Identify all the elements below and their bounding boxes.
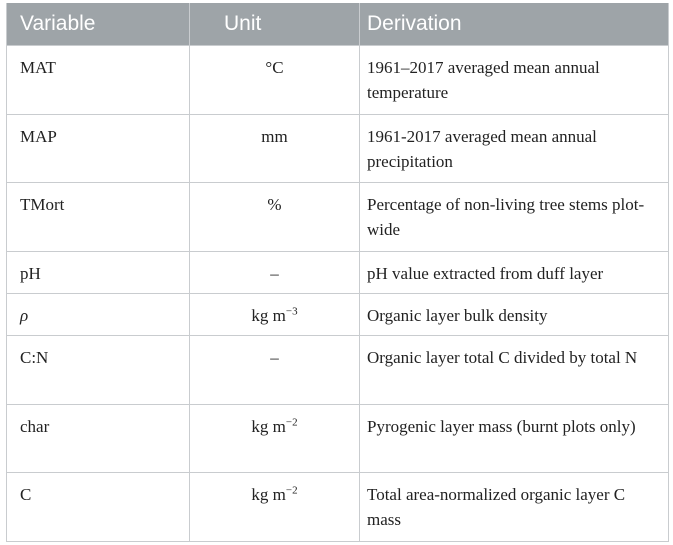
- unit-text: %: [267, 195, 282, 215]
- derivation-cell: Organic layer total C divided by total N: [360, 336, 669, 405]
- unit-exponent: −2: [285, 484, 298, 497]
- unit-exponent: −2: [285, 416, 298, 429]
- variable-cell: MAT: [7, 46, 190, 115]
- unit-text: mm: [261, 126, 288, 146]
- header-variable: Variable: [7, 3, 190, 46]
- table-row: [7, 114, 669, 183]
- derivation-cell: Pyrogenic layer mass (burnt plots only): [360, 404, 669, 473]
- table-row: [7, 251, 669, 293]
- variable-cell: TMort: [7, 183, 190, 252]
- unit-cell: [190, 473, 360, 542]
- variable-cell: C: [7, 473, 190, 542]
- variable-cell: MAP: [7, 114, 190, 183]
- variables-table: [6, 3, 669, 542]
- unit-cell: [190, 114, 360, 183]
- table-row: [7, 46, 669, 115]
- derivation-cell: pH value extracted from duff layer: [360, 251, 669, 293]
- unit-exponent: −3: [285, 305, 298, 318]
- variable-cell: ρ: [7, 293, 190, 335]
- unit-cell: [190, 404, 360, 473]
- variable-cell: pH: [7, 251, 190, 293]
- table-header: [7, 3, 669, 46]
- table-row: [7, 293, 669, 335]
- table-row: [7, 473, 669, 542]
- derivation-cell: 1961–2017 averaged mean annual temperature: [360, 46, 669, 115]
- derivation-cell: Organic layer bulk density: [360, 293, 669, 335]
- unit-text: °C: [265, 58, 284, 77]
- unit-cell: [190, 251, 360, 293]
- unit-text: –: [270, 263, 279, 283]
- unit-text: –: [270, 348, 279, 368]
- derivation-cell: Percentage of non-living tree stems plot-wide: [360, 183, 669, 252]
- derivation-cell: Total area-normalized organic layer C mass: [360, 473, 669, 542]
- variable-cell: char: [7, 404, 190, 473]
- unit-cell: [190, 336, 360, 405]
- variable-cell: C:N: [7, 336, 190, 405]
- unit-text: kg m: [251, 485, 286, 505]
- table-row: [7, 183, 669, 252]
- unit-cell: [190, 46, 360, 115]
- unit-cell: [190, 183, 360, 252]
- table-row: [7, 404, 669, 473]
- unit-text: kg m: [251, 305, 286, 325]
- derivation-cell: 1961-2017 averaged mean annual precipitation: [360, 114, 669, 183]
- table-row: [7, 336, 669, 405]
- unit-text: kg m: [251, 416, 286, 436]
- header-unit: Unit: [190, 3, 360, 46]
- unit-cell: [190, 293, 360, 335]
- header-derivation: Derivation: [360, 3, 669, 46]
